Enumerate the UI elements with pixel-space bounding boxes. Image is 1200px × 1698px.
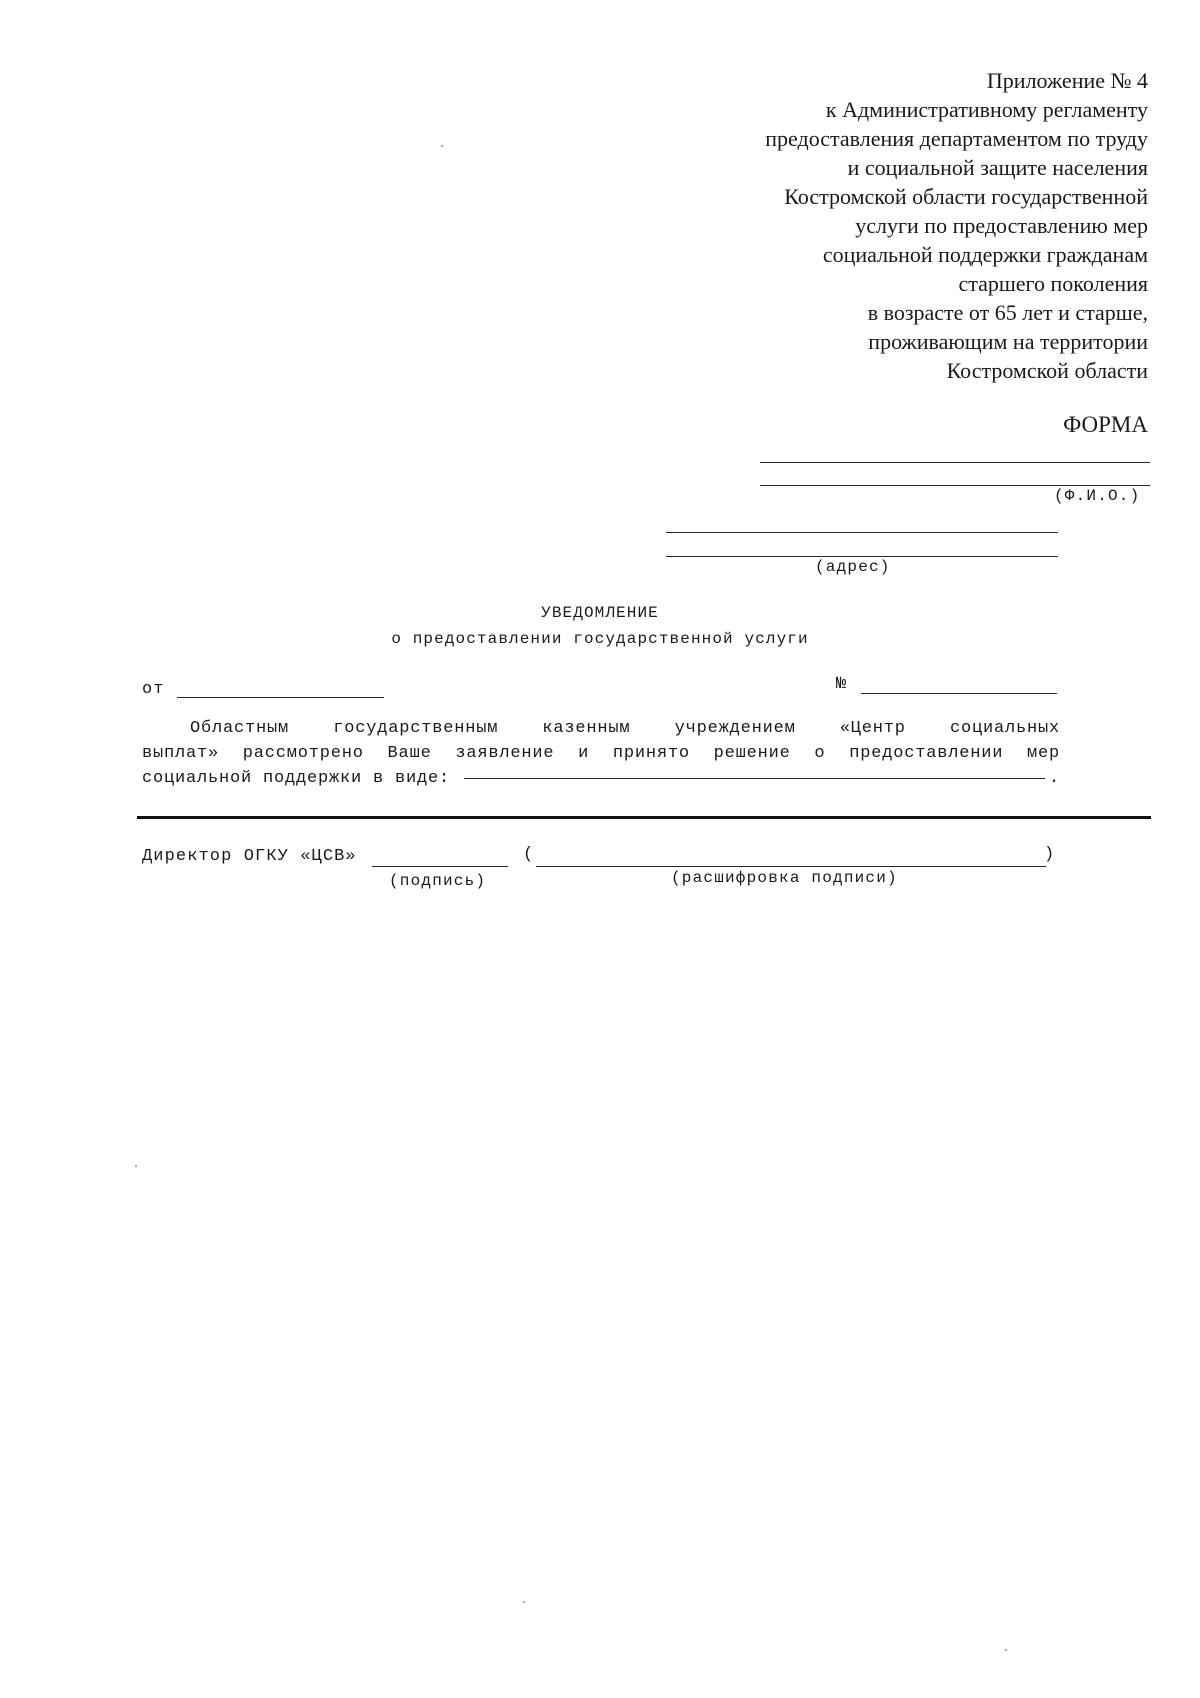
signature-decoding-field[interactable] xyxy=(536,866,1046,867)
director-label: Директор ОГКУ «ЦСВ» xyxy=(142,847,357,866)
fio-line-2[interactable] xyxy=(760,485,1150,486)
scan-speck xyxy=(523,1601,525,1603)
address-line-2[interactable] xyxy=(666,556,1058,557)
address-caption: (адрес) xyxy=(815,558,891,576)
notice-title-block xyxy=(0,600,1200,652)
appendix-line: услуги по предоставлению мер xyxy=(855,213,1148,238)
address-line-1[interactable] xyxy=(666,532,1058,533)
support-type-field[interactable] xyxy=(464,778,1045,779)
scan-speck xyxy=(135,1165,137,1167)
section-divider xyxy=(137,816,1151,819)
decoding-open-paren: ( xyxy=(523,845,535,864)
appendix-line: предоставления департаментом по труду xyxy=(765,126,1148,151)
appendix-line: к Административному регламенту xyxy=(825,97,1148,122)
notice-subtitle: о предоставлении государственной услуги xyxy=(391,630,809,648)
date-from-label: от xyxy=(142,680,165,699)
support-type-label: социальной поддержки в виде: xyxy=(142,769,451,788)
appendix-line: Костромской области государственной xyxy=(784,184,1148,209)
scan-speck xyxy=(1005,1649,1007,1651)
body-line: Областным государственным казенным учреждением «Центр социальных xyxy=(190,719,1060,738)
appendix-line: старшего поколения xyxy=(958,271,1148,296)
notice-title: УВЕДОМЛЕНИЕ xyxy=(541,604,659,622)
appendix-line: социальной поддержки гражданам xyxy=(822,242,1148,267)
appendix-line: Приложение № 4 xyxy=(986,68,1148,93)
signature-field[interactable] xyxy=(372,866,508,867)
appendix-line: в возрасте от 65 лет и старше, xyxy=(867,300,1148,325)
number-field[interactable] xyxy=(861,693,1057,694)
number-label: № xyxy=(836,675,848,694)
signature-caption: (подпись) xyxy=(389,872,487,890)
fio-line-1[interactable] xyxy=(760,462,1150,463)
body-line: выплат» рассмотрено Ваше заявление и принято решение о предоставлении мер xyxy=(142,744,1060,763)
decoding-close-paren: ) xyxy=(1044,845,1056,864)
fio-caption: (Ф.И.О.) xyxy=(1054,487,1141,505)
form-label: ФОРМА xyxy=(1063,412,1148,437)
appendix-header xyxy=(765,66,1148,385)
support-type-period: . xyxy=(1048,769,1060,788)
appendix-line: проживающим на территории xyxy=(868,329,1148,354)
date-field[interactable] xyxy=(177,697,384,698)
appendix-line: Костромской области xyxy=(946,358,1148,383)
appendix-line: и социальной защите населения xyxy=(847,155,1148,180)
decision-body xyxy=(142,716,1060,791)
body-line-support-type xyxy=(142,766,1060,791)
decoding-caption: (расшифровка подписи) xyxy=(671,869,898,887)
scan-speck xyxy=(441,145,443,147)
